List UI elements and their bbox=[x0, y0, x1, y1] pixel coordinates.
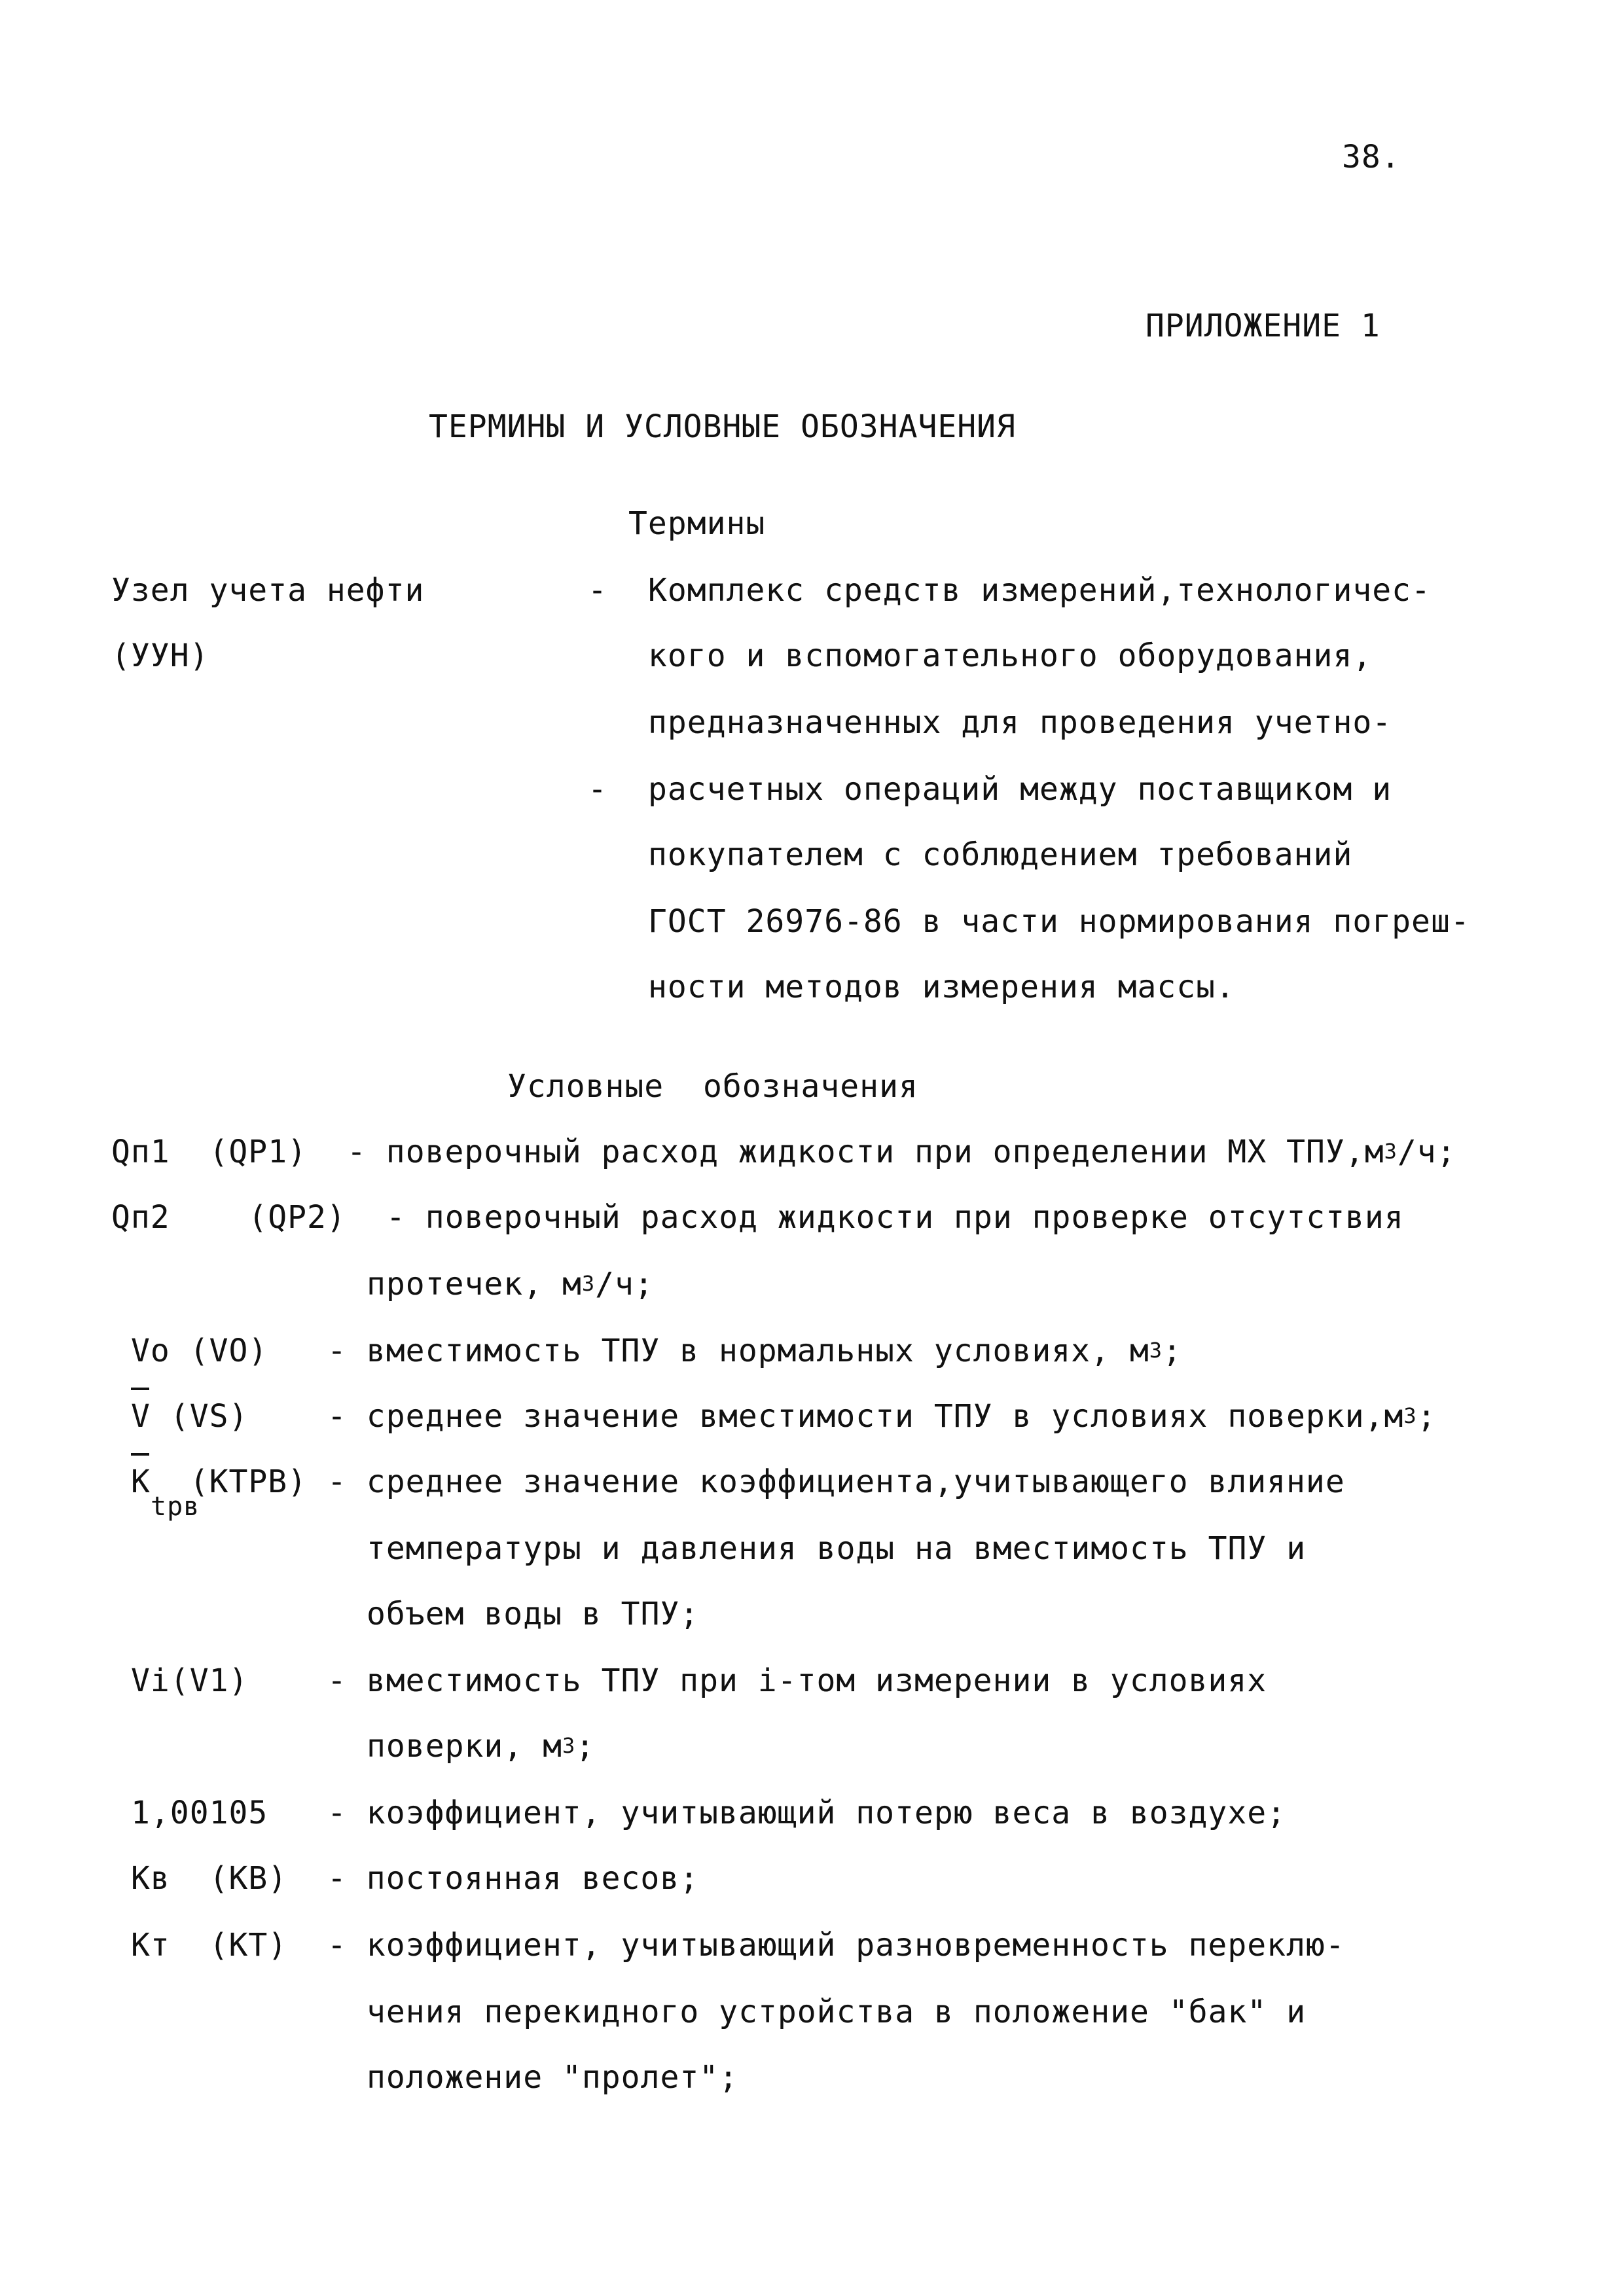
symbol-kb: Кв (КВ) bbox=[131, 1860, 288, 1897]
symbol-vi: Vi(V1) bbox=[131, 1662, 249, 1699]
symbol-kt-description: - коэффициент, учитывающий разновременность переклю- bbox=[327, 1927, 1345, 1964]
symbol-qp1: Qп1 (QP1) bbox=[111, 1134, 307, 1170]
symbol-kt-continuation: положение "пролет"; bbox=[367, 2059, 739, 2096]
symbol-qp2: Qп2 (QP2) bbox=[111, 1199, 346, 1236]
symbol-v0: Vo (VO) bbox=[131, 1333, 268, 1369]
symbol-kb-description: - постоянная весов; bbox=[327, 1860, 700, 1897]
page-number: 38. bbox=[1342, 139, 1401, 175]
terms-heading: Термины bbox=[628, 505, 766, 542]
symbol-coefficient-description: - коэффициент, учитывающий потерю веса в воздухе; bbox=[327, 1795, 1287, 1831]
symbols-heading: Условные обозначения bbox=[507, 1068, 918, 1105]
symbol-vs-description: - среднее значение вместимости ТПУ в условиях $поверки,м^3$; bbox=[327, 1398, 1437, 1435]
symbol-coefficient-value: 1,00105 bbox=[131, 1795, 268, 1831]
symbol-vi-continuation: поверки, $м^3$; bbox=[367, 1728, 596, 1765]
symbol-qp1-description: - поверочный расход жидкости при определении МХ $ТПУ,м^3/ч$; bbox=[347, 1134, 1456, 1170]
symbol-vi-description: - вместимость ТПУ при i-том измерении в условиях bbox=[327, 1662, 1267, 1699]
term-abbreviation: (УУН) bbox=[111, 637, 209, 674]
symbol-v0-description: - вместимость ТПУ в нормальных условиях, $м^3$; bbox=[327, 1333, 1182, 1369]
term-dash-second: - bbox=[588, 771, 607, 808]
term-name: Узел учета нефти bbox=[111, 572, 425, 609]
definition-line: предназначенных для проведения учетно- bbox=[648, 704, 1392, 741]
symbol-ktpb-subscript: tpв bbox=[151, 1492, 200, 1522]
definition-line: ности методов измерения массы. bbox=[648, 969, 1235, 1005]
symbol-vs: V (VS) bbox=[131, 1398, 249, 1435]
definition-line: кого и вспомогательного оборудования, bbox=[648, 637, 1373, 674]
symbol-kt: Кт (КТ) bbox=[131, 1927, 288, 1964]
document-title: ТЕРМИНЫ И УСЛОВНЫЕ ОБОЗНАЧЕНИЯ bbox=[429, 408, 1016, 445]
definition-line: Комплекс средств измерений,технологичес- bbox=[648, 572, 1431, 609]
term-dash: - bbox=[588, 572, 607, 609]
symbol-ktpb-description: - среднее значение коэффициента,учитывающего влияние bbox=[327, 1463, 1345, 1500]
symbol-ktpb-continuation: объем воды в ТПУ; bbox=[367, 1596, 700, 1632]
symbol-qp2-description: - поверочный расход жидкости при проверке отсутствия bbox=[386, 1199, 1404, 1236]
overline-mark bbox=[131, 1388, 149, 1390]
overline-mark bbox=[131, 1453, 149, 1456]
symbol-qp2-continuation: протечек, $м^3/ч$; bbox=[367, 1266, 654, 1302]
definition-line: покупателем с соблюдением требований bbox=[648, 836, 1353, 873]
definition-line: расчетных операций между поставщиком и bbox=[648, 771, 1392, 808]
symbol-ktpb: K (KTPB) bbox=[131, 1463, 308, 1500]
symbol-ktpb-continuation: температуры и давления воды на вместимость ТПУ и bbox=[367, 1530, 1307, 1567]
appendix-label: ПРИЛОЖЕНИЕ 1 bbox=[1146, 308, 1380, 344]
symbol-kt-continuation: чения перекидного устройства в положение "бак" и bbox=[367, 1994, 1307, 2030]
definition-line: ГОСТ 26976-86 в части нормирования погреш- bbox=[648, 903, 1470, 940]
